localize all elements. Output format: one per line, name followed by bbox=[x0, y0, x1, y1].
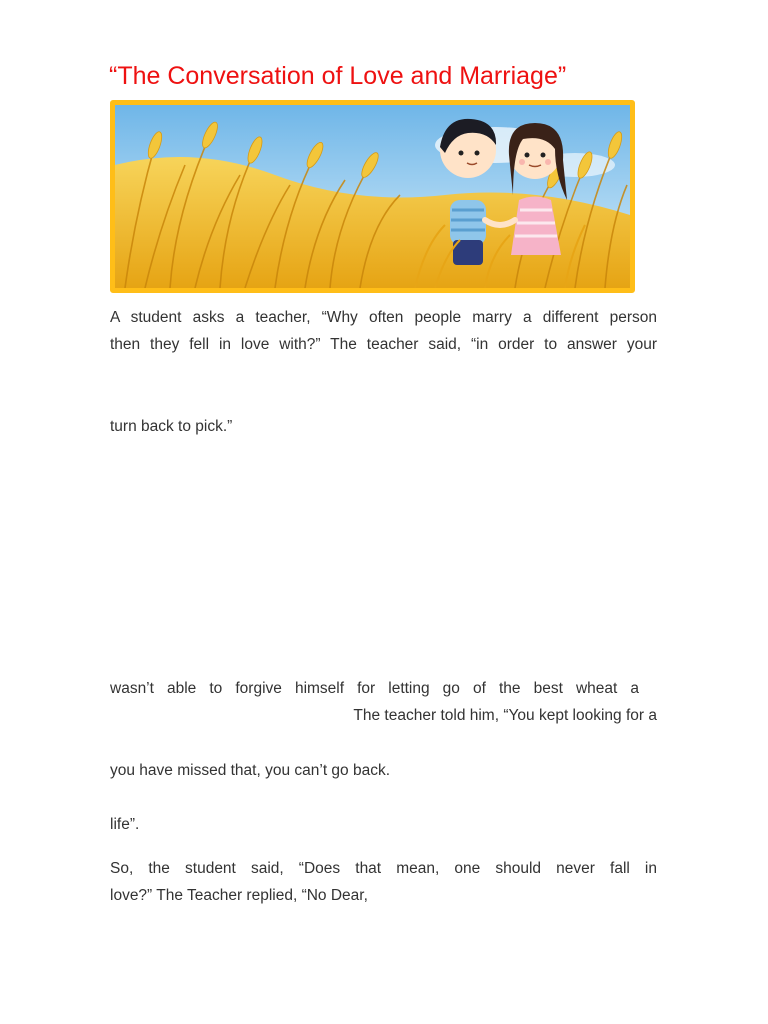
paragraph-4-line-1: you have missed that, you can’t go back. bbox=[110, 762, 391, 779]
paragraph-5-line-1: life”. bbox=[110, 816, 140, 833]
children-wheat-field-illustration bbox=[115, 105, 630, 288]
paragraph-1-line-1: A student asks a teacher, “Why often people marry a different person bbox=[110, 309, 657, 326]
paragraph-3-line-2: The teacher told him, “You kept looking for a bbox=[353, 707, 657, 724]
document-title: “The Conversation of Love and Marriage” bbox=[109, 62, 567, 90]
paragraph-6-line-2: love?” The Teacher replied, “No Dear, bbox=[110, 887, 368, 904]
paragraph-3-line-1: wasn’t able to forgive himself for letting go of the best wheat a bbox=[110, 680, 639, 697]
illustration-frame bbox=[110, 100, 635, 293]
paragraph-2-line-1: turn back to pick.” bbox=[110, 418, 233, 435]
paragraph-1-line-2: then they fell in love with?” The teacher said, “in order to answer your bbox=[110, 336, 657, 353]
paragraph-6-line-1: So, the student said, “Does that mean, one should never fall in bbox=[110, 860, 657, 877]
